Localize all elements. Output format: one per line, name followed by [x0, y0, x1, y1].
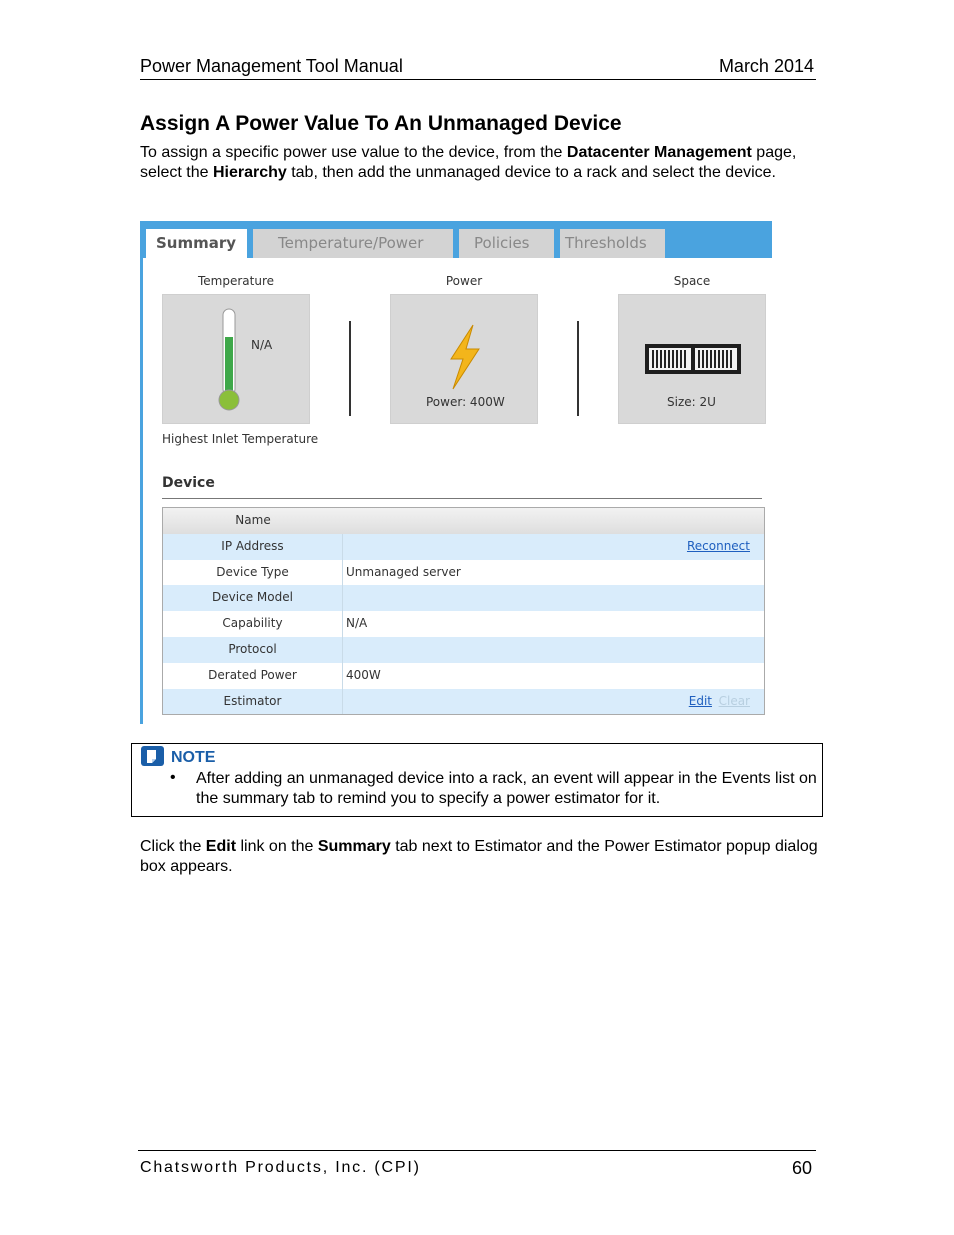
thermometer-icon — [199, 305, 259, 415]
row-value-device-model — [343, 585, 764, 611]
lightning-bolt-icon — [439, 323, 489, 393]
row-value-estimator — [343, 689, 764, 715]
row-value-device-type: Unmanaged server — [346, 564, 461, 579]
power-tile — [390, 294, 538, 424]
edit-link[interactable]: Edit — [688, 693, 712, 708]
row-value-capability: N/A — [346, 616, 368, 631]
intro-paragraph — [140, 143, 820, 182]
note-bullet: • — [170, 769, 176, 786]
row-label-name: Name — [235, 513, 271, 527]
footer-company: Chatsworth Products, Inc. (CPI) — [140, 1159, 421, 1176]
page-footer — [138, 1150, 816, 1178]
outro-bold-summary: Summary — [317, 838, 391, 855]
outro-text-1: Click the — [140, 838, 206, 855]
manual-title: Power Management Tool Manual — [140, 56, 403, 76]
reconnect-link[interactable]: Reconnect — [686, 538, 750, 553]
separator — [577, 321, 579, 416]
row-label-capability: Capability — [163, 611, 343, 637]
row-label-estimator: Estimator — [163, 689, 343, 715]
table-row — [163, 534, 764, 560]
table-row — [163, 689, 764, 715]
device-section-title: Device — [162, 475, 215, 491]
row-label-device-model: Device Model — [163, 585, 343, 611]
row-label-derated-power: Derated Power — [163, 663, 343, 689]
outro-bold-edit: Edit — [205, 838, 237, 855]
table-row — [163, 637, 764, 663]
note-text: After adding an unmanaged device into a rack, an event will appear in the Events list on the summary tab to remind you to specify a power estimator for it. — [196, 770, 817, 807]
tab-thresholds[interactable]: Thresholds — [560, 229, 665, 258]
section-title: Assign A Power Value To An Unmanaged Device — [140, 112, 622, 135]
page-header — [140, 56, 816, 80]
intro-text-2: page, select the — [140, 144, 797, 181]
power-value: Power: 400W — [426, 395, 505, 409]
row-value-derated-power: 400W — [346, 667, 381, 682]
device-table — [162, 507, 765, 715]
tab-temperature-power[interactable]: Temperature/Power — [253, 229, 453, 258]
note-title: NOTE — [171, 749, 216, 766]
highest-inlet-caption: Highest Inlet Temperature — [162, 432, 319, 446]
table-row — [163, 585, 764, 611]
table-row — [163, 560, 764, 586]
tab-policies[interactable]: Policies — [459, 229, 554, 258]
page-number: 60 — [791, 1158, 812, 1178]
intro-text-1: To assign a specific power use value to the device, from the — [140, 144, 567, 161]
divider — [162, 498, 762, 499]
outro-text-2: link on the — [236, 838, 318, 855]
table-row — [163, 611, 764, 637]
separator — [349, 321, 351, 416]
space-label: Space — [673, 274, 711, 288]
table-row — [163, 508, 764, 534]
row-label-device-type: Device Type — [163, 560, 343, 586]
row-label-ip: IP Address — [163, 534, 343, 560]
tab-summary[interactable]: Summary — [146, 229, 247, 258]
temperature-tile — [162, 294, 310, 424]
row-label-protocol: Protocol — [163, 637, 343, 663]
outro-text-3: tab next to Estimator and the Power Estimator popup dialog box appears. — [140, 838, 818, 875]
space-tile — [618, 294, 766, 424]
clear-link[interactable]: Clear — [718, 693, 750, 708]
note-box — [131, 743, 823, 817]
power-label: Power — [445, 274, 483, 288]
temperature-label: Temperature — [197, 274, 274, 288]
manual-date: March 2014 — [718, 56, 814, 76]
temperature-value: N/A — [251, 338, 273, 352]
row-value-ip — [343, 534, 764, 560]
outro-paragraph — [140, 837, 820, 876]
server-rack-icon — [645, 344, 741, 374]
space-value: Size: 2U — [667, 395, 716, 409]
row-value-name — [343, 508, 764, 534]
intro-bold-datacenter: Datacenter Management — [566, 144, 752, 161]
tab-bar — [143, 221, 772, 258]
intro-text-3: tab, then add the unmanaged device to a rack and select the device. — [286, 163, 776, 181]
row-value-protocol — [343, 637, 764, 663]
intro-bold-hierarchy: Hierarchy — [212, 163, 287, 181]
table-row — [163, 663, 764, 689]
summary-screenshot — [140, 221, 772, 724]
note-icon — [141, 746, 164, 766]
